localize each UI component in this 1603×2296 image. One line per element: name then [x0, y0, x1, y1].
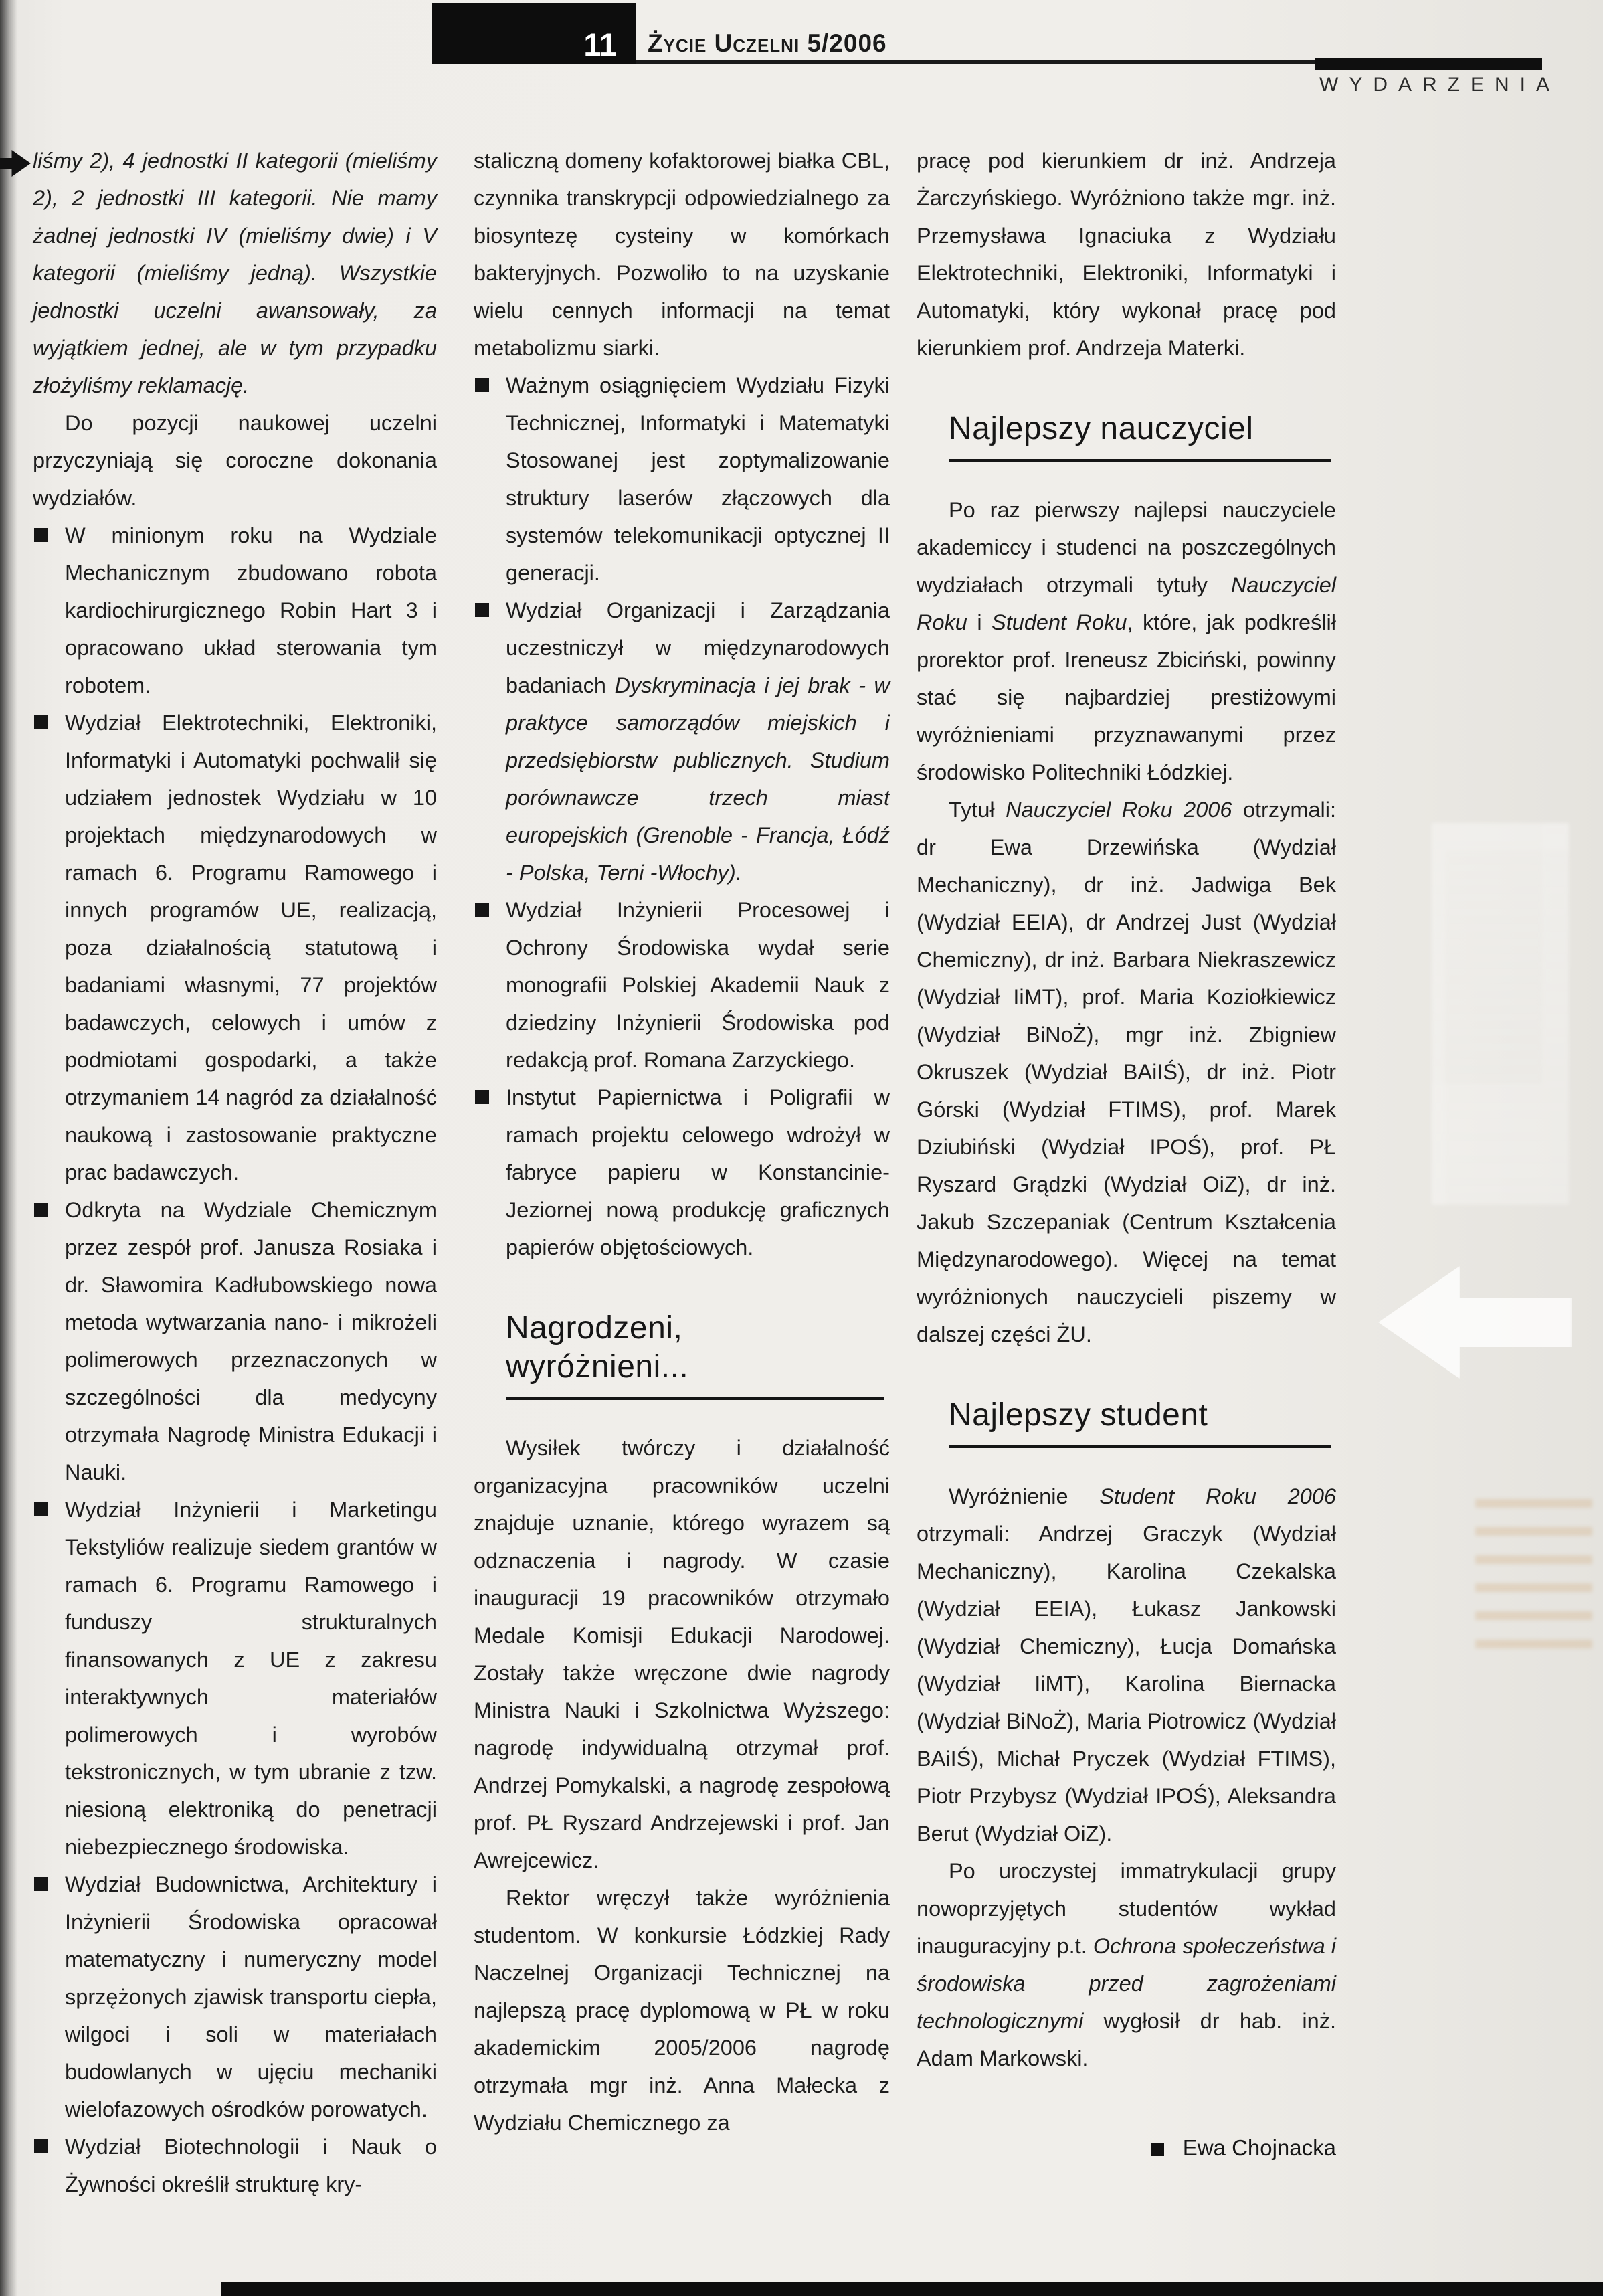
bullet-item — [474, 367, 890, 592]
bullet-text — [65, 517, 437, 704]
text-column-1 — [33, 142, 437, 2203]
bullet-text — [506, 592, 890, 891]
paragraph — [33, 142, 437, 404]
bullet-item — [474, 891, 890, 1079]
text-segment: W minionym roku na Wydziale Mechanicznym zbudowano robota kardiochirurgicznego Robin Hart 3 i opracowano układ sterowania tym robotem. — [65, 523, 437, 697]
bullet-square-icon — [34, 2139, 48, 2153]
text-segment: Student Roku — [992, 610, 1127, 634]
bleedthrough-photo — [1432, 823, 1569, 1205]
text-segment: Wydział Inżynierii Procesowej i Ochrony Środowiska wydał serie monografii Polskiej Akademii Nauk z dziedziny Inżynierii Środowiska pod redakcją prof. Romana Zarzyckiego. — [506, 898, 890, 1072]
section-title: WYDARZENIA — [1319, 74, 1561, 96]
bullet-text — [506, 891, 890, 1079]
bullet-square-icon — [34, 1877, 48, 1891]
bullet-square-icon — [475, 378, 489, 392]
text-segment: Wydział Biotechnologii i Nauk o Żywności określił strukturę kry- — [65, 2135, 437, 2196]
bullet-text — [506, 367, 890, 592]
paragraph — [917, 142, 1336, 367]
bullet-item — [33, 2128, 437, 2203]
bullet-text — [65, 1191, 437, 1491]
paragraph — [917, 1852, 1336, 2077]
bullet-item — [33, 517, 437, 704]
text-segment: Wydział Inżynierii i Marketingu Tekstyliów realizuje siedem grantów w ramach 6. Programu Ramowego i funduszy strukturalnych finansowanych z UE z zakresu interaktywnych materiałów polimerowych i wyrobów tekstronicznych, w tym ubranie z tzw. niesioną elektroniką do penetracji niebezpiecznego środowiska. — [65, 1498, 437, 1859]
paragraph — [917, 791, 1336, 1353]
text-segment: Wysiłek twórczy i działalność organizacyjna pracowników uczelni znajduje uznanie, którego wyrazem są odznaczenia i nagrody. W czasie inauguracji 19 pracowników otrzymało Medale Komisji Edukacji Narodowej. Zostały także wręczone dwie nagrody Ministra Nauki i Szkolnictwa Wyższego: nagrodę indywidualną otrzymał prof. Andrzej Pomykalski, a nagrodę zespołową prof. PŁ Ryszard Andrzejewski i prof. Jan Awrejcewicz. — [474, 1436, 890, 1872]
bleedthrough-text — [1475, 1499, 1592, 1653]
bullet-text — [65, 2128, 437, 2203]
section-heading: Nagrodzeni, wyróżnieni... — [506, 1310, 689, 1385]
text-segment: Wydział Organizacji i Zarządzania uczestniczył w międzynarodowych badaniach — [506, 598, 890, 697]
text-segment: Ochrona społeczeństwa i środowiska przed zagrożeniami technologicznymi — [917, 1934, 1336, 2033]
bleedthrough-arrow — [1378, 1266, 1572, 1379]
section-heading: Najlepszy nauczyciel — [949, 411, 1254, 446]
bullet-text — [506, 1079, 890, 1266]
text-segment: Student Roku 2006 — [1099, 1484, 1337, 1508]
heading-rule — [949, 459, 1331, 462]
text-segment: otrzymali: dr Ewa Drzewińska (Wydział Mechaniczny), dr inż. Jadwiga Bek (Wydział EEIA), dr Andrzej Just (Wydział Chemiczny), dr inż. Barbara Niekraszewicz (Wydział IiMT), prof. Maria Koziołkiewicz (Wydział BiNoŻ), mgr inż. Zbigniew Okruszek (Wydział BAiIŚ), dr inż. Piotr Górski (Wydział FTIMS), prof. Marek Dziubiński (Wydział IPOŚ), prof. PŁ Ryszard Grądzki (Wydział OiZ), dr inż. Jakub Szczepaniak (Centrum Kształcenia Międzynarodowego). Więcej na temat wyróżnionych nauczycieli piszemy w dalszej części ŻU. — [917, 798, 1336, 1346]
text-segment: Nauczyciel Roku — [917, 573, 1336, 634]
bullet-square-icon — [34, 1203, 48, 1217]
text-segment: Ważnym osiągnięciem Wydziału Fizyki Technicznej, Informatyki i Matematyki Stosowanej jest zoptymalizowanie struktury laserów złączowych dla systemów telekomunikacji optycznej II generacji. — [506, 373, 890, 585]
bullet-square-icon — [34, 715, 48, 729]
paragraph — [474, 1429, 890, 1879]
paragraph — [33, 404, 437, 517]
bullet-item — [33, 704, 437, 1191]
section-heading: Najlepszy student — [949, 1397, 1208, 1433]
header-rule — [636, 60, 1335, 64]
bottom-bar — [221, 2282, 1603, 2296]
bullet-square-icon — [475, 1090, 489, 1104]
text-segment: Rektor wręczył także wyróżnienia studentom. W konkursie Łódzkiej Rady Naczelnej Organizacji Technicznej na najlepszą pracę dyplomową w PŁ w roku akademickim 2005/2006 nagrodę otrzymała mgr inż. Anna Małecka z Wydziału Chemicznego za — [474, 1886, 890, 2135]
bullet-square-icon — [34, 1502, 48, 1516]
bullet-text — [65, 704, 437, 1191]
paragraph — [474, 1879, 890, 2141]
page-number: 11 — [583, 27, 617, 62]
text-segment: liśmy 2), 4 jednostki II kategorii (mieliśmy 2), 2 jednostki III kategorii. Nie mamy żadnej jednostki IV (mieliśmy dwie) i V kategorii (mieliśmy jedną). Wszystkie jednostki uczelni awansowały, za wyjątkiem jednej, ale w tym przypadku złożyliśmy reklamację. — [33, 149, 437, 398]
paragraph — [917, 491, 1336, 791]
bullet-item — [474, 1079, 890, 1266]
bullet-item — [33, 1491, 437, 1866]
text-segment: Tytuł — [949, 798, 1006, 822]
text-segment: Dyskryminacja i jej brak - w praktyce samorządów miejskich i przedsiębiorstw publicznych. Studium porównawcze trzech miast europejskich (Grenoble - Francja, Łódź - Polska, Terni -Włochy). — [506, 673, 890, 885]
paragraph — [917, 1478, 1336, 1852]
masthead-title: Życie Uczelni 5/2006 — [648, 29, 887, 57]
text-column-3 — [917, 142, 1336, 2167]
heading-rule — [949, 1445, 1331, 1448]
text-segment: Instytut Papiernictwa i Poligrafii w ramach projektu celowego wdrożył w fabryce papieru w Konstancinie-Jeziornej nową produkcję graficznych papierów objętościowych. — [506, 1085, 890, 1259]
text-segment: Po raz pierwszy najlepsi nauczyciele akademiccy i studenci na poszczególnych wydziałach otrzymali tytuły — [917, 498, 1336, 597]
bullet-square-icon — [34, 528, 48, 542]
text-segment: staliczną domeny kofaktorowej białka CBL, czynnika transkrypcji odpowiedzialnego za biosyntezę cysteiny w komórkach bakteryjnych. Pozwoliło to na uzyskanie wielu cennych informacji na temat metabolizmu siarki. — [474, 149, 890, 360]
text-segment: Wydział Budownictwa, Architektury i Inżynierii Środowiska opracował matematyczny i numeryczny model sprzężonych zjawisk transportu ciepła, wilgoci i soli w materiałach budowlanych w ujęciu mechaniki wielofazowych ośrodków porowatych. — [65, 1872, 437, 2121]
text-segment: Wyróżnienie — [949, 1484, 1100, 1508]
paragraph — [474, 142, 890, 367]
scan-edge-shadow — [0, 0, 17, 2296]
text-segment: Nauczyciel Roku 2006 — [1006, 798, 1232, 822]
bullet-item — [474, 592, 890, 891]
text-segment: Odkryta na Wydziale Chemicznym przez zespół prof. Janusza Rosiaka i dr. Sławomira Kadłubowskiego nowa metoda wytwarzania nano- i mikrożeli polimerowych przeznaczonych w szczególności dla medycyny otrzymała Nagrodę Ministra Edukacji i Nauki. — [65, 1198, 437, 1484]
heading-rule — [506, 1397, 884, 1400]
bullet-text — [65, 1491, 437, 1866]
text-segment: wygłosił dr hab. inż. Adam Markowski. — [917, 2009, 1336, 2070]
bullet-item — [33, 1866, 437, 2128]
text-segment: Wydział Elektrotechniki, Elektroniki, Informatyki i Automatyki pochwalił się udziałem jednostek Wydziału w 10 projektach międzynarodowych w ramach 6. Programu Ramowego i innych programów UE, realizacją, poza działalnością statutową i badaniami własnymi, 77 projektów badawczych, celowych i umów z podmiotami gospodarki, a także otrzymaniem 14 nagród za działalność naukową i zastosowanie praktyczne prac badawczych. — [65, 711, 437, 1184]
bullet-square-icon — [475, 903, 489, 917]
bullet-square-icon — [475, 603, 489, 617]
byline-author: Ewa Chojnacka — [1182, 2135, 1336, 2160]
text-column-2 — [474, 142, 890, 2141]
page-number-box — [432, 3, 636, 64]
text-segment: i — [967, 610, 992, 634]
text-segment: pracę pod kierunkiem dr inż. Andrzeja Żarczyńskiego. Wyróżniono także mgr. inż. Przemysława Ignaciuka z Wydziału Elektrotechniki, Elektroniki, Informatyki i Automatyki, który wykonał pracę pod kierunkiem prof. Andrzeja Materki. — [917, 149, 1336, 360]
bullet-text — [65, 1866, 437, 2128]
byline-square-icon — [1151, 2143, 1164, 2156]
section-bar — [1315, 58, 1542, 70]
byline — [917, 2129, 1336, 2167]
bullet-item — [33, 1191, 437, 1491]
text-segment: Po uroczystej immatrykulacji grupy nowoprzyjętych studentów wykład inauguracyjny p.t. — [917, 1859, 1336, 1958]
text-segment: Do pozycji naukowej uczelni przyczyniają się coroczne dokonania wydziałów. — [33, 411, 437, 510]
text-segment: , które, jak podkreślił prorektor prof. Ireneusz Zbiciński, powinny stać się najbardziej prestiżowymi wyróżnieniami przyznawanymi przez środowisko Politechniki Łódzkiej. — [917, 610, 1337, 784]
text-segment: otrzymali: Andrzej Graczyk (Wydział Mechaniczny), Karolina Czekalska (Wydział EEIA), Łukasz Jankowski (Wydział Chemiczny), Łucja Domańska (Wydział IiMT), Karolina Biernacka (Wydział BiNoŻ), Maria Piotrowicz (Wydział BAiIŚ), Michał Pryczek (Wydział FTIMS), Piotr Przybysz (Wydział IPOŚ), Aleksandra Berut (Wydział OiZ). — [917, 1522, 1336, 1846]
